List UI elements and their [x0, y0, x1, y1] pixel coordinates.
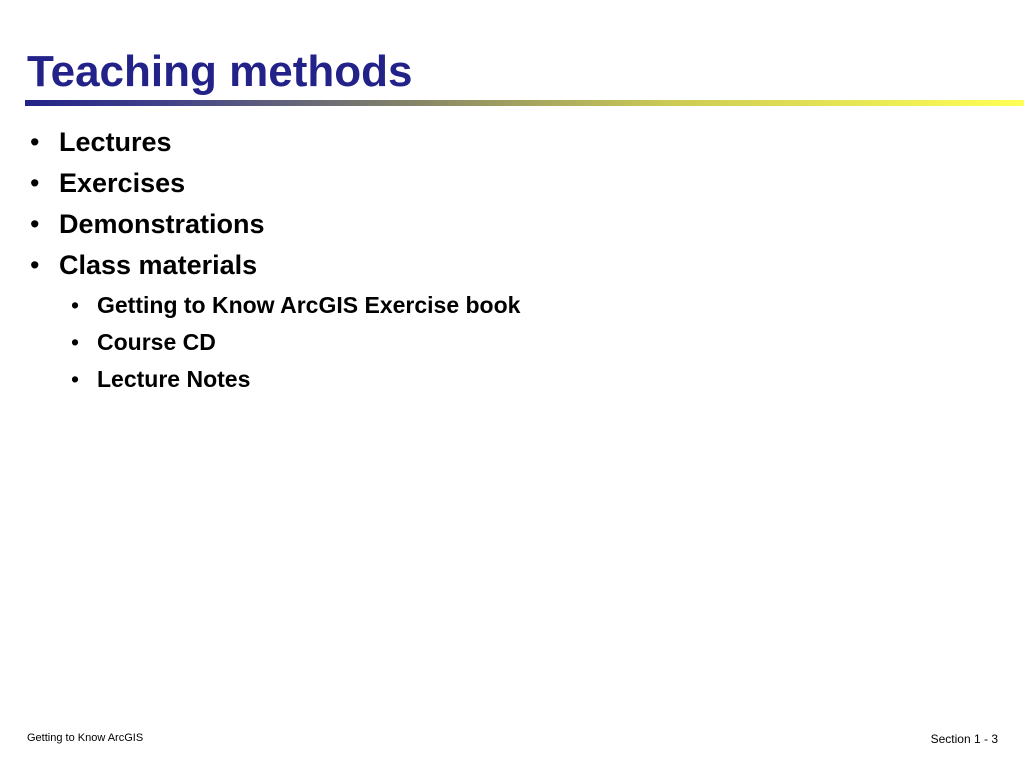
- bullet-item-lectures: [0, 124, 1000, 165]
- sub-bullet-text: Course CD: [97, 329, 216, 355]
- bullet-text: Exercises: [59, 168, 186, 198]
- sub-bullet-text: Getting to Know ArcGIS Exercise book: [97, 292, 521, 318]
- footer-course-title: Getting to Know ArcGIS: [27, 732, 144, 744]
- sub-bullet-dot: •: [71, 366, 80, 392]
- bullet-dot: •: [30, 209, 40, 239]
- sub-bullet-item-exercise-book: [0, 289, 1000, 326]
- sub-bullet-text: Lecture Notes: [97, 366, 251, 392]
- slide-title: Teaching methods: [27, 47, 413, 96]
- bullet-text: Lectures: [59, 127, 172, 157]
- bullet-text: Class materials: [59, 250, 258, 280]
- bullet-item-exercises: [0, 165, 1000, 206]
- bullet-text: Demonstrations: [59, 209, 265, 239]
- bullet-dot: •: [30, 127, 40, 157]
- bullet-dot: •: [30, 250, 40, 280]
- sub-bullet-dot: •: [71, 292, 80, 318]
- bullet-item-class-materials: [0, 247, 1000, 288]
- sub-bullet-item-lecture-notes: [0, 363, 1000, 400]
- bullet-item-demonstrations: [0, 206, 1000, 247]
- bullet-list: [0, 124, 1000, 400]
- title-underline-rule: [25, 100, 1024, 106]
- bullet-dot: •: [30, 168, 40, 198]
- sub-bullet-list: [0, 289, 1000, 400]
- sub-bullet-item-course-cd: [0, 326, 1000, 363]
- sub-bullet-dot: •: [71, 329, 80, 355]
- footer-section-number: Section 1 - 3: [930, 732, 998, 746]
